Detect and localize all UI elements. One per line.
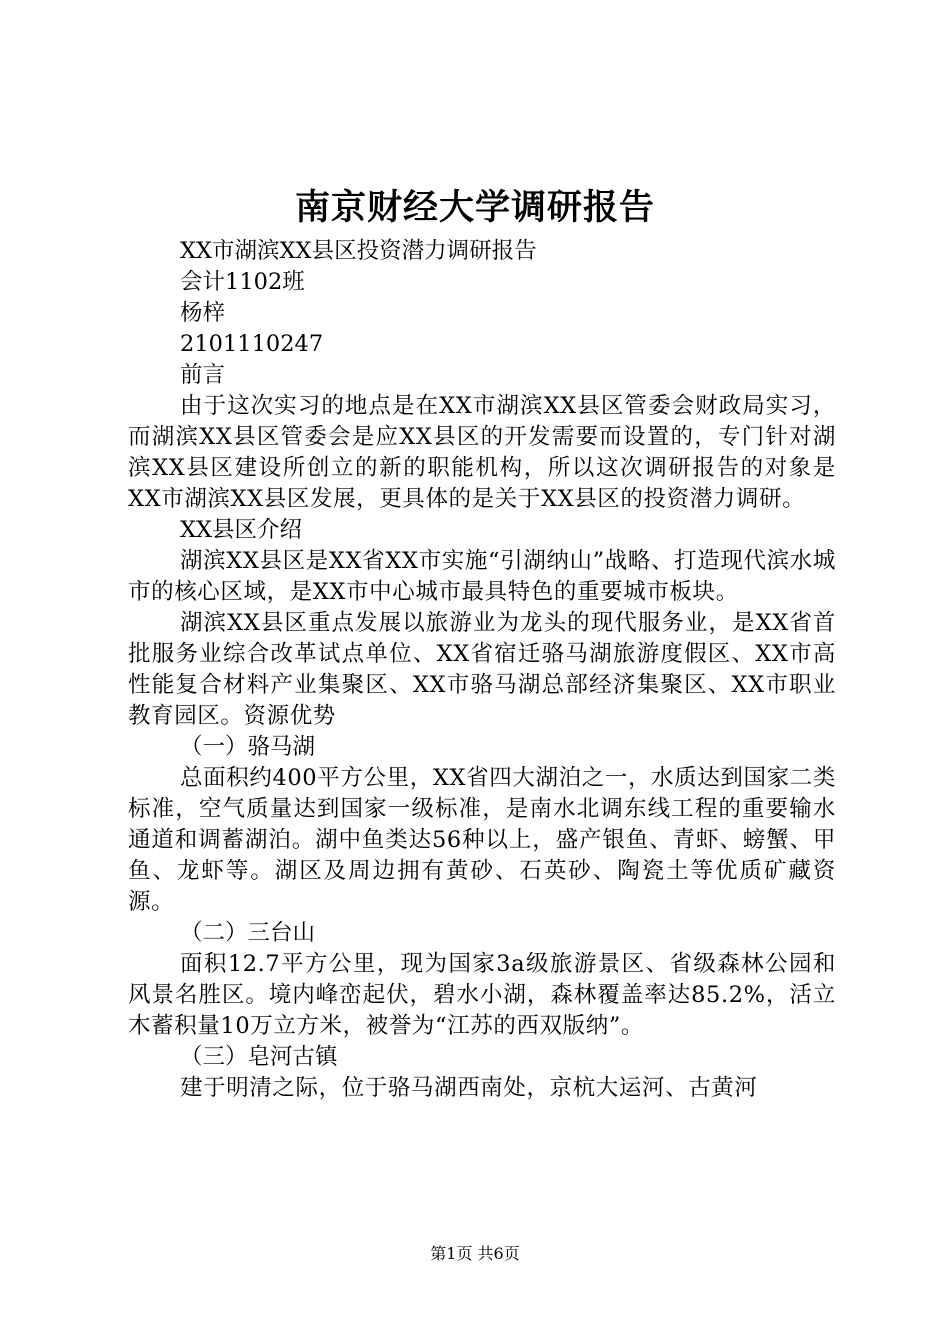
section-heading-zaohe-town: （三）皂河古镇 (180, 1044, 338, 1070)
preface-heading: 前言 (180, 362, 226, 388)
intro-paragraph-2: 湖滨XX县区重点发展以旅游业为龙头的现代服务业，是XX省首批服务业综合改革试点单位、XX省宿迁骆马湖旅游度假区、XX市高性能复合材料产业集聚区、XX市骆马湖总部经济集聚区、XX市职业教育园区。资源优势 (128, 610, 836, 729)
intro-paragraph-1: 湖滨XX县区是XX省XX市实施“引湖纳山”战略、打造现代滨水城市的核心区域，是XX市中心城市最具特色的重要城市板块。 (128, 548, 836, 605)
section-heading-luoma-lake: （一）骆马湖 (180, 734, 316, 760)
intro-heading: XX县区介绍 (180, 517, 303, 543)
section-paragraph-zaohe-town: 建于明清之际，位于骆马湖西南处，京杭大运河、古黄河 (180, 1075, 758, 1101)
section-paragraph-luoma-lake: 总面积约400平方公里，XX省四大湖泊之一，水质达到国家二类标准，空气质量达到国家一级标准，是南水北调东线工程的重要输水通道和调蓄湖泊。湖中鱼类达56种以上，盛产银鱼、青虾、螃蟹、甲鱼、龙虾等。湖区及周边拥有黄砂、石英砂、陶瓷土等优质矿藏资源。 (128, 765, 836, 915)
student-id: 2101110247 (180, 331, 324, 357)
author-name: 杨梓 (180, 300, 226, 326)
class-name: 会计1102班 (180, 269, 305, 295)
section-heading-santai-mountain: （二）三台山 (180, 920, 316, 946)
document-title: 南京财经大学调研报告 (294, 187, 655, 228)
section-paragraph-santai-mountain: 面积12.7平方公里，现为国家3a级旅游景区、省级森林公园和风景名胜区。境内峰峦起伏，碧水小湖，森林覆盖率达85.2%，活立木蓄积量10万立方米，被誉为“江苏的西双版纳”。 (128, 951, 836, 1039)
preface-paragraph: 由于这次实习的地点是在XX市湖滨XX县区管委会财政局实习，而湖滨XX县区管委会是应XX县区的开发需要而设置的，专门针对湖滨XX县区建设所创立的新的职能机构，所以这次调研报告的对象是XX市湖滨XX县区发展，更具体的是关于XX县区的投资潜力调研。 (128, 393, 836, 512)
page-number-footer: 第1页 共6页 (430, 1244, 520, 1263)
report-subtitle: XX市湖滨XX县区投资潜力调研报告 (180, 238, 537, 264)
document-body (128, 236, 836, 1104)
